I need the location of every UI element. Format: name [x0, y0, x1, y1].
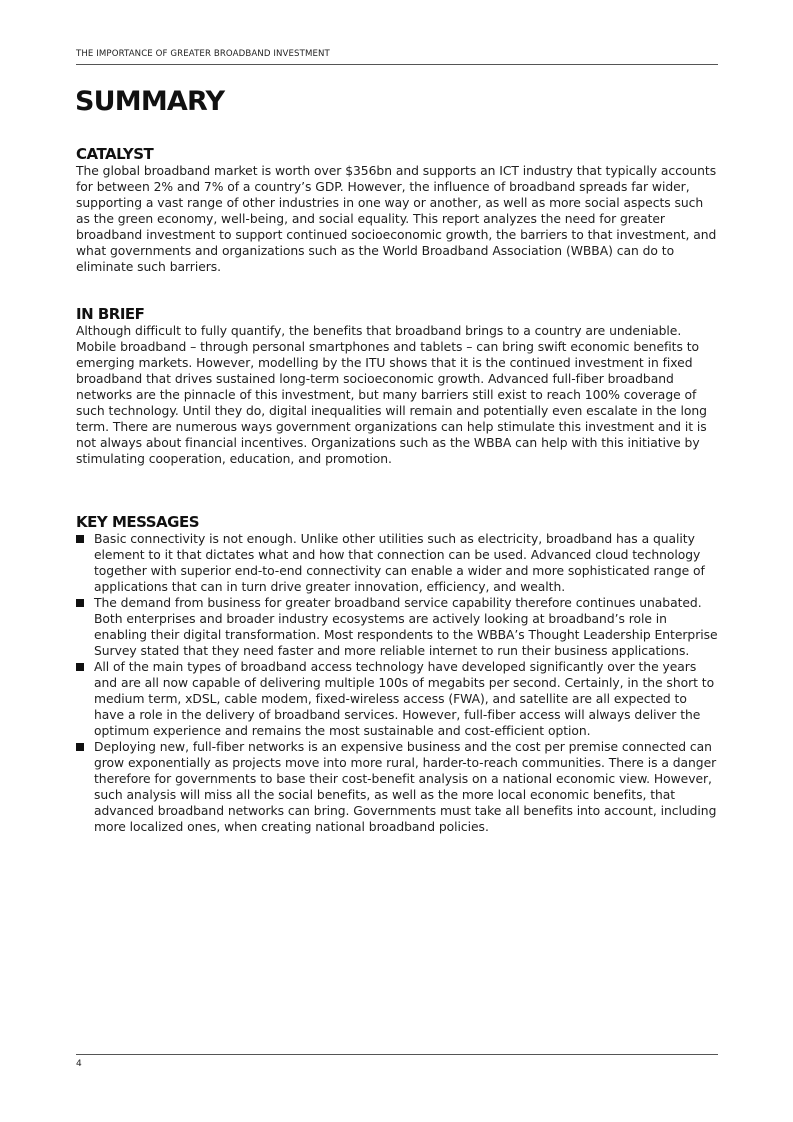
key-message-item	[76, 595, 718, 659]
key-message-text: Basic connectivity is not enough. Unlike other utilities such as electricity, broadband has a quality element to it that dictates what and how that connection can be used. Advanced cloud technology together with superior end-to-end connectivity can enable a wider and more sophisticated range of applications that can in turn drive greater innovation, efficiency, and wealth.	[94, 532, 705, 594]
in-brief-body: Although difficult to fully quantify, the benefits that broadband brings to a country are undeniable. Mobile broadband – through personal smartphones and tablets – can bring swift economic benefits to emerging markets. However, modelling by the ITU shows that it is the continued investment in fixed broadband that drives sustained long-term socioeconomic growth. Advanced full-fiber broadband networks are the pinnacle of this investment, but many barriers still exist to reach 100% coverage of such technology. Until they do, digital inequalities will remain and potentially even escalate in the long term. There are numerous ways government organizations can help stimulate this investment and it is not always about financial incentives. Organizations such as the WBBA can help with this initiative by stimulating cooperation, education, and promotion.	[76, 324, 707, 466]
running-header: THE IMPORTANCE OF GREATER BROADBAND INVESTMENT	[76, 49, 330, 59]
key-messages-list	[76, 531, 718, 835]
bullet-square-icon	[76, 663, 84, 671]
catalyst-heading: CATALYST	[76, 145, 154, 163]
key-message-text: Deploying new, full-fiber networks is an expensive business and the cost per premise connected can grow exponentially as projects move into more rural, harder-to-reach communities. There is a danger therefore for governments to base their cost-benefit analysis on a national economic view. However, such analysis will miss all the social benefits, as well as the more local economic benefits, that advanced broadband networks can bring. Governments must take all benefits into account, including more localized ones, when creating national broadband policies.	[94, 740, 717, 834]
key-message-item	[76, 659, 718, 739]
bullet-square-icon	[76, 599, 84, 607]
catalyst-body: The global broadband market is worth over $356bn and supports an ICT industry that typically accounts for between 2% and 7% of a country’s GDP. However, the influence of broadband spreads far wider, supporting a vast range of other industries in one way or another, as well as more social aspects such as the green economy, well-being, and social equality. This report analyzes the need for greater broadband investment to support continued socioeconomic growth, the barriers to that investment, and what governments and organizations such as the World Broadband Association (WBBA) can do to eliminate such barriers.	[76, 164, 717, 274]
footer-divider	[76, 1054, 718, 1055]
page-title: SUMMARY	[75, 86, 225, 117]
catalyst-section	[76, 146, 718, 275]
key-message-item	[76, 739, 718, 835]
in-brief-section	[76, 306, 718, 467]
key-message-text: All of the main types of broadband access technology have developed significantly over the years and are all now capable of delivering multiple 100s of megabits per second. Certainly, in the short to medium term, xDSL, cable modem, fixed-wireless access (FWA), and satellite are all expected to have a role in the delivery of broadband services. However, full-fiber access will always deliver the optimum experience and remains the most sustainable and cost-efficient option.	[94, 660, 715, 738]
key-message-item	[76, 531, 718, 595]
in-brief-heading: IN BRIEF	[76, 305, 145, 323]
key-messages-heading: KEY MESSAGES	[76, 513, 200, 531]
bullet-square-icon	[76, 535, 84, 543]
header-divider	[76, 64, 718, 65]
key-message-text: The demand from business for greater broadband service capability therefore continues unabated. Both enterprises and broader industry ecosystems are actively looking at broadband’s role in enabling their digital transformation. Most respondents to the WBBA’s Thought Leadership Enterprise Survey stated that they need faster and more reliable internet to run their business applications.	[94, 596, 718, 658]
bullet-square-icon	[76, 743, 84, 751]
key-messages-section	[76, 514, 718, 835]
page-number: 4	[76, 1059, 82, 1069]
